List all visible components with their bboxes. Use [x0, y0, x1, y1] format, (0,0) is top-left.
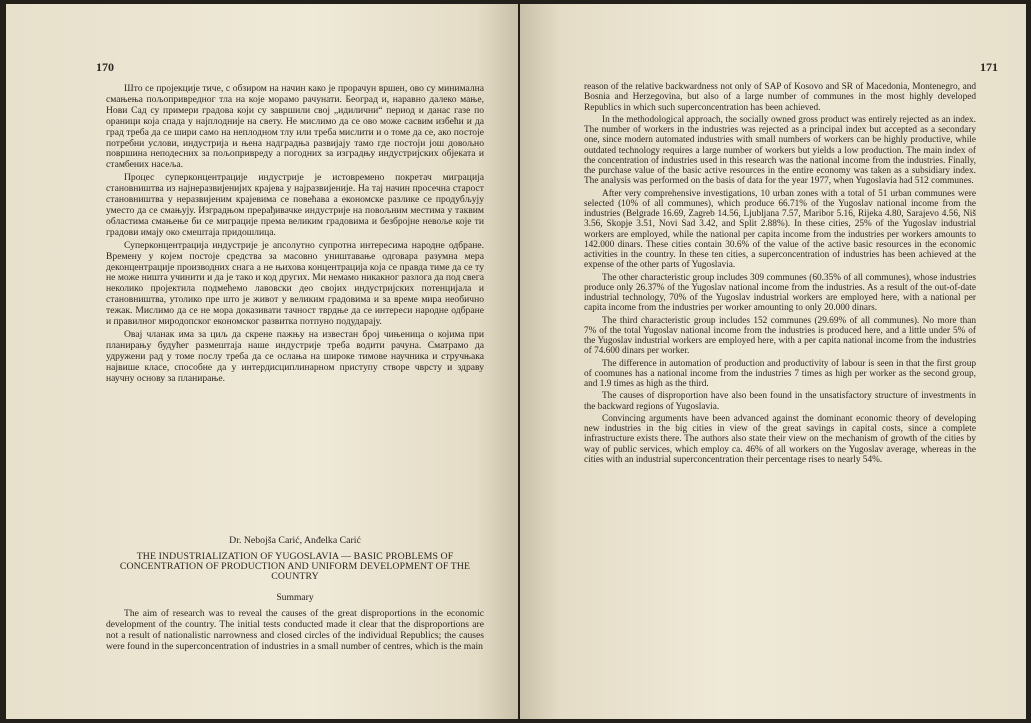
paragraph: Што се пројекције тиче, с обзиром на начин како је прорачун вршен, ово су минимална смањења пољопривредног тла на које морамо рачунати. Београд и, наравно далеко мање, Нови Сад су примери градова који су завршили свој „идилични“ период и данас газе по ораници која спада у најплодније на свету. Не мислимо да се ово може сасвим избећи и да град треба да се шири само на неплодном тлу или треба мислити и о томе да се, ако постоје потребни услови, индустрија и њена надградња развијају тамо где постоји још довољно површина неподесних за пољопривреду а погодних за изградњу индустријских објеката и стамбених насеља. — [106, 83, 484, 171]
paragraph: Convincing arguments have been advanced against the dominant economic theory of developing new industries in the big cities in view of the great savings in capital costs, since a complete infrastructure exists there. The authors also state their view on the mechanism of growth of the cities by way of public services, which employ ca. 46% of all workers on the Yugoslav average, whereas in the cities with an industrial superconcentration their percentage rises to nearly 54%. — [584, 413, 976, 465]
paragraph: The causes of disproportion have also been found in the unsatisfactory structure of investments in the backward regions of Yugoslavia. — [584, 391, 976, 412]
paragraph: Суперконцентрација индустрије је апсолутно супротна интересима народне одбране. Времену у којем постоје средства за масовно уништавање одговара разумна мера деконцентрације производних снага а не њихова концентрација која се правда тиме да се ту не може ништа учинити и да је тако и код других. Ми немамо никакног разлога да под свега неколико пројектила подмећемо лавовски део својих индустријских потенцијала и становништва, утолико пре што је живот у великим градовима и за време мира необично тежак. Мислимо да се не мора доказивати тачност тврдње да се интереси народне одбране и правилног миродопског економског развитка потпуно подударају. — [106, 239, 484, 328]
paragraph: Процес суперконцентрације индустрије је истовремено покретач миграција становништва из најнеразвијенијих крајева у најразвијеније. На тај начин просечна старост становништва у неразвијеним крајевима се повећава а економске разлике се продубљују уместо да се смањују. Изградњом прерађивачке индустрије на повољним местима у таквим областима смањење би се миграције према великим градовима и безбројне невоље које ти градови имају око смештаја придошлица. — [106, 172, 484, 238]
paragraph: The third characteristic group includes 152 communes (29.69% of all communes). No more than 7% of the total Yugoslav national income from the industries is produced here, and a little under 5% of the Yugoslav industrial workers are employed here, with a per capita national income from the industries of 74.600 dinars per worker. — [584, 315, 976, 357]
article-title: THE INDUSTRIALIZATION OF YUGOSLAVIA — BASIC PROBLEMS OF CONCENTRATION OF PRODUCTION AND UNIFORM DEVELOPMENT OF THE COUNTRY — [119, 550, 471, 583]
english-text-column — [584, 82, 976, 467]
summary-paragraph: The aim of research was to reveal the causes of the great disproportions in the economic development of the country. The initial tests conducted made it clear that the disproportions are not a result of nationalistic narrowness and closed circles of the individual Republics; the causes were found in the superconcentration of industries in a small number of centres, which is the main — [106, 608, 484, 653]
page-number: 171 — [980, 60, 998, 74]
english-summary-block — [106, 536, 484, 653]
article-authors: Dr. Nebojša Carić, Anđelka Carić — [229, 535, 361, 546]
left-page — [6, 4, 518, 719]
paragraph: After very comprehensive investigations, 10 urban zones with a total of 51 urban communes were selected (10% of all communes), which produce 66.71% of the Yugoslav national income from the industries (Belgrade 16.69, Zagreb 14.56, Ljubljana 7.57, Maribor 5.16, Rijeka 4.80, Sarajevo 4.56, Niš 3.56, Skopje 3.51, Novi Sad 3.42, and Split 2.88%). In these cities, 25% of the Yugoslav industrial workers are employed, while the national per capita income from the industries per workers amounts to 142.000 dinars. These cities contain 30.6% of the value of the active basic resources in the economic activities in the country. In these ten cities, a superconcentration of industries has been achieved at the expense of the other parts of Yugoslavia. — [584, 188, 976, 271]
page-number: 170 — [96, 60, 114, 74]
paragraph: In the methodological approach, the socially owned gross product was entirely rejected as an index. The number of workers in the industries was rejected as a principal index but accepted as a secondary one, since modern automated industries with small numbers of workers can be highly productive, while outdated technology requires a large number of workers but yields a low production. The main index of the concentration of industries used in this research was the national income from the industries. Finally, the purchase value of the basic active resources in the entire economy was taken as a subsidiary index. The analysis was performed on the basis of data for the year 1977, when Yugoslavia had 512 communes. — [584, 114, 976, 187]
right-page — [520, 4, 1026, 719]
summary-heading: Summary — [276, 591, 314, 603]
paragraph: The other characteristic group includes 309 communes (60.35% of all communes), whose industries produce only 26.37% of the Yugoslav national income from the industries. As a result of the out-of-date industrial technology, 70% of the Yugoslav industrial workers are employed here, with a national per capita income from the industries per worker amounting to only 20.000 dinars. — [584, 272, 976, 314]
serbian-text-column — [106, 84, 484, 386]
paragraph: The difference in automation of production and productivity of labour is seen in that the first group of coomunes has a national income from the industries 7 times as high per worker as the second group, and 1.9 times as high as the third. — [584, 358, 976, 389]
paragraph: reason of the relative backwardness not only of SAP of Kosovo and SR of Macedonia, Montenegro, and Bosnia and Herzegovina, but also of a large number of communes in the most highly developed Republics in which such superconcentration has been achieved. — [584, 82, 976, 113]
paragraph: Овај чланак има за циљ да скрене пажњу на известан број чињеница о којима при планирању будућег размештаја наше индустрије треба водити рачуна. Сматрамо да удружени рад у томе послу треба да се ослања на широке тимове научника и стручњака највише класе, способне да у интердисциплинарном приступу створе чврсту и здраву научну основу за планирање. — [106, 328, 484, 384]
